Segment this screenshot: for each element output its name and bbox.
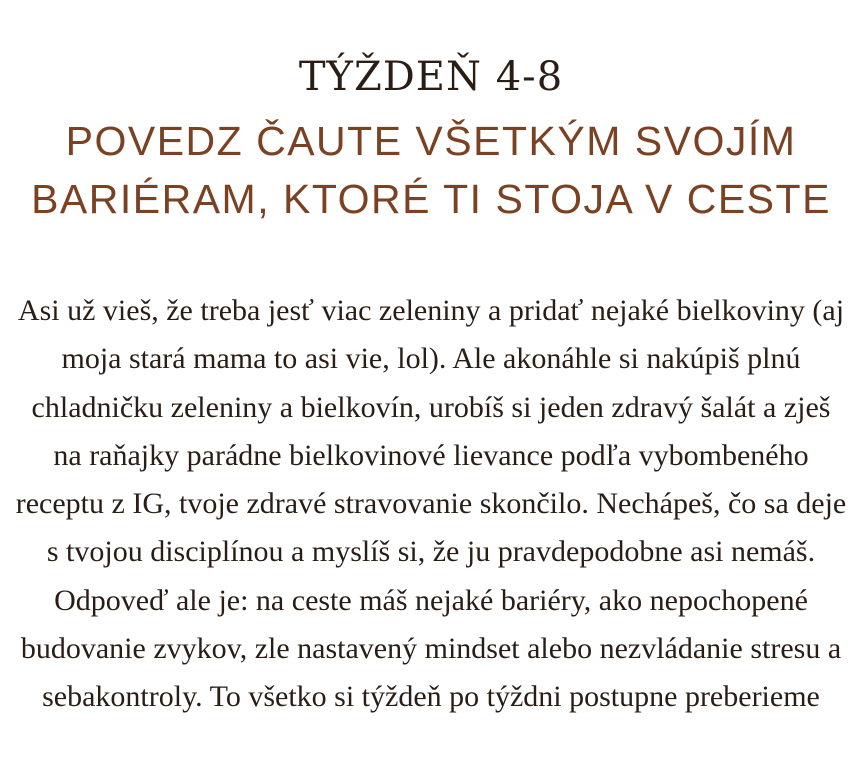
- week-label: TÝŽDEŇ 4-8: [298, 54, 564, 100]
- page-title: POVEDZ ČAUTE VŠETKÝM SVOJÍM BARIÉRAM, KTORÉ TI STOJA V CESTE: [31, 118, 831, 222]
- body-paragraph: Asi už vieš, že treba jesť viac zeleniny a pridať nejaké bielkoviny (aj moja stará mama to asi vie, lol). Ale akonáhle si nakúpiš plnú chladničku zeleniny a bielkovín, urobíš si jeden zdravý šalát a zješ na raňajky parádne bielkovinové lievance podľa vybombeného receptu z IG, tvoje zdravé stravovanie skončilo. Nechápeš, čo sa deje s tvojou disciplínou a myslíš si, že ju pravdepodobne asi nemáš. Odpoveď ale je: na ceste máš nejaké bariéry, ako nepochopené budovanie zvykov, zle nastavený mindset alebo nezvládanie stresu a sebakontroly. To všetko si týždeň po týždni postupne preberieme: [15, 294, 847, 714]
